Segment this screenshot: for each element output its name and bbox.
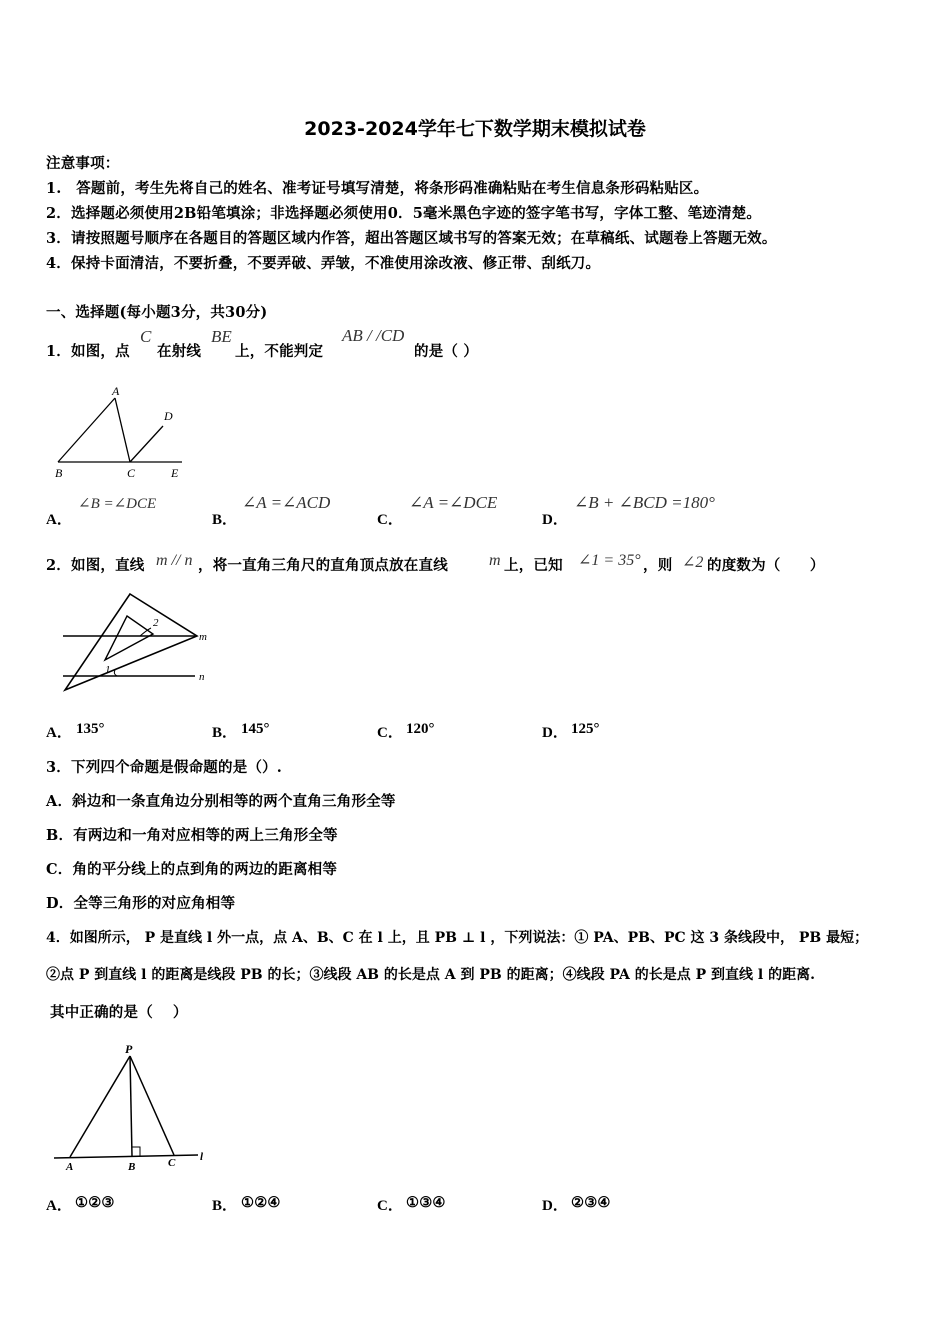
q4-option-b-letter[interactable]: B． (212, 1198, 238, 1214)
q1-option-a-letter[interactable]: A． (46, 512, 72, 528)
q1-fig-label-c: C (127, 466, 136, 480)
q4-option-d-letter[interactable]: D． (542, 1198, 568, 1214)
notice-item-2: 2．选择题必须使用2B铅笔填涂；非选择题必须使用0．5毫米黑色字迹的签字笔书写，字体工整、笔迹清楚。 (46, 205, 762, 222)
q4-option-c-letter[interactable]: C． (377, 1198, 403, 1214)
q3-stem: 3．下列四个命题是假命题的是（）. (46, 759, 283, 776)
notice-item-1: 1. 答题前，考生先将自己的姓名、准考证号填写清楚，将条形码准确粘贴在考生信息条形码粘贴区。 (46, 180, 709, 197)
q1-ray-be: BE (211, 327, 232, 346)
q2-option-d-letter[interactable]: D． (542, 725, 568, 741)
q2-angle1: ∠1 = 35° (578, 552, 641, 569)
q4-fig-label-a: A (66, 1161, 74, 1173)
q4-option-a-letter[interactable]: A． (46, 1198, 72, 1214)
q4-figure (48, 1038, 218, 1173)
q1-option-c[interactable]: ∠A =∠DCE (409, 493, 498, 512)
q1-point-c: C (140, 327, 152, 346)
q3-option-d[interactable]: D．全等三角形的对应角相等 (46, 895, 236, 912)
q2-text-4: ，则 (643, 557, 673, 574)
q4-line-3: 其中正确的是（ ） (50, 1004, 188, 1021)
q3-option-b[interactable]: B．有两边和一角对应相等的两上三角形全等 (46, 827, 338, 844)
q2-option-a-letter[interactable]: A． (46, 725, 72, 741)
q1-option-d-letter[interactable]: D． (542, 512, 568, 528)
q1-figure (50, 382, 190, 482)
page-title: 2023-2024学年七下数学期末模拟试卷 (304, 118, 646, 140)
q4-line-1: 4．如图所示， P 是直线 l 外一点，点 A、B、C 在 l 上，且 PB ⊥ l ，下列说法：① PA、PB、PC 这 3 条线段中， PB 最短； (46, 930, 869, 946)
q4-option-a[interactable]: ①②③ (75, 1194, 115, 1211)
section-heading: 一、选择题(每小题3分，共30分) (46, 304, 268, 321)
q1-fig-label-b: B (55, 466, 63, 480)
q2-m: m (489, 552, 501, 569)
q2-mn: m // n (156, 552, 193, 569)
q2-fig-label-2: 2 (153, 617, 159, 629)
q2-option-b-letter[interactable]: B． (212, 725, 238, 741)
q1-option-b[interactable]: ∠A =∠ACD (242, 493, 331, 512)
q2-text-3: 上，已知 (504, 557, 563, 574)
q1-ab-cd: AB / /CD (342, 326, 405, 345)
notice-item-4: 4．保持卡面清洁，不要折叠，不要弄破、弄皱，不准使用涂改液、修正带、刮纸刀。 (46, 255, 601, 272)
q1-text-2: 在射线 (157, 343, 202, 360)
q2-text-2: ，将一直角三角尺的直角顶点放在直线 (198, 557, 448, 574)
notice-item-3: 3．请按照题号顺序在各题目的答题区域内作答，超出答题区域书写的答案无效；在草稿纸、试题卷上答题无效。 (46, 230, 777, 247)
q1-text-4: 的是（ ） (414, 343, 479, 360)
q2-fig-label-n: n (199, 671, 205, 683)
q2-option-c-letter[interactable]: C． (377, 725, 403, 741)
notice-heading: 注意事项： (46, 155, 120, 172)
q2-option-a[interactable]: 135° (76, 721, 105, 737)
q1-option-b-letter[interactable]: B． (212, 512, 238, 528)
q2-option-c[interactable]: 120° (406, 721, 435, 737)
q2-figure (55, 588, 220, 698)
q2-text-5: 的度数为（ ） (707, 557, 825, 574)
q4-option-c[interactable]: ①③④ (406, 1194, 446, 1211)
q3-option-a[interactable]: A．斜边和一条直角边分别相等的两个直角三角形全等 (46, 793, 396, 810)
q1-option-c-letter[interactable]: C． (377, 512, 403, 528)
q1-fig-label-a: A (112, 384, 120, 398)
q1-option-d[interactable]: ∠B + ∠BCD =180° (574, 493, 715, 512)
q2-fig-label-m: m (199, 631, 207, 643)
q4-fig-label-c: C (168, 1157, 176, 1169)
q2-fig-label-1: 1 (105, 664, 111, 676)
q4-fig-label-b: B (128, 1161, 136, 1173)
q1-fig-label-d: D (164, 409, 173, 423)
q4-option-b[interactable]: ①②④ (241, 1194, 281, 1211)
q1-text-3: 上，不能判定 (235, 343, 324, 360)
q2-option-b[interactable]: 145° (241, 721, 270, 737)
q3-option-c[interactable]: C．角的平分线上的点到角的两边的距离相等 (46, 861, 338, 878)
q4-line-2: ②点 P 到直线 l 的距离是线段 PB 的长；③线段 AB 的长是点 A 到 PB 的距离；④线段 PA 的长是点 P 到直线 l 的距离. (46, 967, 815, 983)
q1-option-a[interactable]: ∠B =∠DCE (78, 496, 157, 512)
q2-option-d[interactable]: 125° (571, 721, 600, 737)
q2-angle2: ∠2 (682, 554, 704, 571)
q2-text-1: 2．如图，直线 (46, 557, 145, 574)
q4-fig-label-p: P (125, 1042, 133, 1056)
q4-option-d[interactable]: ②③④ (571, 1194, 611, 1211)
q1-fig-label-e: E (171, 466, 179, 480)
q1-text-1: 1．如图，点 (46, 343, 130, 360)
q4-fig-label-l: l (200, 1151, 204, 1163)
